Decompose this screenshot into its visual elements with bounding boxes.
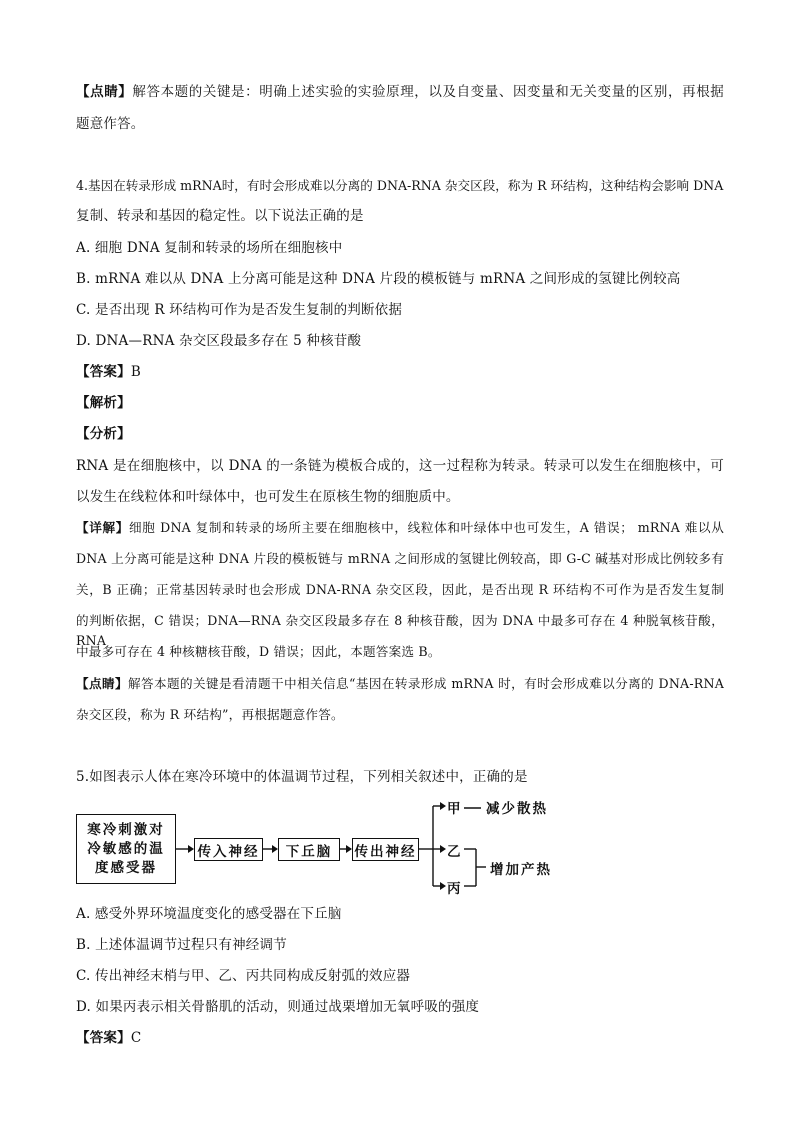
- q4-stem-line2: 复制、转录和基因的稳定性。以下说法正确的是: [76, 208, 364, 224]
- label-jia: 甲: [447, 801, 463, 817]
- arrow-head-jia: [440, 802, 446, 810]
- tip-tag: 【点睛】: [76, 676, 129, 691]
- q4-detail-line5: 中最多可存在 4 种核糖核苷酸，D 错误；因此，本题答案选 B。: [76, 644, 441, 659]
- q5-option-c: C. 传出神经末梢与甲、乙、丙共同构成反射弧的效应器: [76, 968, 411, 984]
- q4-tip-line1: [76, 674, 724, 694]
- arrow-head-yi: [440, 845, 446, 853]
- hypothalamus-box: 下丘脑: [278, 838, 340, 861]
- prev-tip-line1: [76, 82, 724, 102]
- afferent-nerve-box: 传入神经: [194, 838, 263, 861]
- q4-detail-line3: 关，B 正确；正常基因转录时也会形成 DNA-RNA 杂交区段，因此，是否出现 R 环结构不可作为是否发生复制: [76, 582, 724, 597]
- q4-detail-line2: DNA 上分离可能是这种 DNA 片段的模板链与 mRNA 之间形成的氢键比例较高，即 G-C 碱基对形成比例较多有: [76, 551, 724, 566]
- q4-detail-line1: [76, 518, 724, 538]
- q5-option-d: D. 如果丙表示相关骨骼肌的活动，则通过战栗增加无氧呼吸的强度: [76, 999, 480, 1015]
- tip-text: 解答本题的关键是看清题干中相关信息“基因在转录形成 mRNA 时，有时会形成难以分离的 DNA-RNA: [128, 676, 724, 691]
- q5-option-a: A. 感受外界环境温度变化的感受器在下丘脑: [76, 906, 342, 922]
- q4-tip-line2: 杂交区段，称为 R 环结构”，再根据题意作答。: [76, 707, 344, 722]
- efferent-nerve-box: 传出神经: [352, 838, 419, 861]
- stimulus-box: [76, 814, 176, 884]
- answer-value: B: [130, 364, 141, 380]
- tip-text: 解答本题的关键是：明确上述实验的实验原理，以及自变量、因变量和无关变量的区别，再根据: [132, 84, 724, 100]
- q4-detail-line4: 的判断依据，C 错误；DNA—RNA 杂交区段最多存在 8 种核苷酸，因为 DNA 中最多可存在 4 种脱氧核苷酸，RNA: [76, 613, 724, 648]
- q4-option-a: A. 细胞 DNA 复制和转录的场所在细胞核中: [76, 240, 343, 256]
- arrow-head-bing: [440, 882, 446, 890]
- q5-answer: [76, 1028, 141, 1048]
- answer-value: C: [130, 1030, 142, 1046]
- stimulus-line3: 度感受器: [95, 859, 157, 876]
- q4-option-b: B. mRNA 难以从 DNA 上分离可能是这种 DNA 片段的模板链与 mRNA 之间形成的氢键比例较高: [76, 271, 681, 287]
- q5-option-b: B. 上述体温调节过程只有神经调节: [76, 937, 287, 953]
- stimulus-line1: 寒冷刺激对: [87, 821, 165, 838]
- q4-fenxi-tag: 【分析】: [76, 426, 131, 442]
- stimulus-line2: 冷敏感的温: [87, 840, 165, 857]
- answer-tag: 【答案】: [76, 364, 131, 380]
- q4-analysis-tag: 【解析】: [76, 395, 131, 411]
- answer-tag: 【答案】: [76, 1030, 131, 1046]
- q4-option-c: C. 是否出现 R 环结构可作为是否发生复制的判断依据: [76, 302, 403, 318]
- prev-tip-line2: 题意作答。: [76, 116, 145, 132]
- q4-fenxi-line1: RNA 是在细胞核中，以 DNA 的一条链为模板合成的，这一过程称为转录。转录可以发生在细胞核中，可: [76, 458, 724, 474]
- label-bing: 丙: [447, 881, 463, 897]
- detail-text: 细胞 DNA 复制和转录的场所主要在细胞核中，线粒体和叶绿体中也可发生，A 错误； mRNA 难以从: [129, 520, 724, 535]
- q4-option-d: D. DNA—RNA 杂交区段最多存在 5 种核苷酸: [76, 333, 362, 349]
- q4-stem-line1: 4.基因在转录形成 mRNA时，有时会形成难以分离的 DNA-RNA 杂交区段，称为 R 环结构，这种结构会影响 DNA: [76, 178, 724, 193]
- q4-answer: [76, 362, 141, 382]
- detail-tag: 【详解】: [76, 520, 129, 535]
- label-increase-heat: 增加产热: [490, 862, 552, 878]
- label-reduce-heat-loss: 减少散热: [486, 801, 548, 817]
- tip-tag: 【点睛】: [76, 84, 133, 100]
- q4-fenxi-line2: 以发生在线粒体和叶绿体中，也可发生在原核生物的细胞质中。: [76, 489, 460, 505]
- q5-stem: 5.如图表示人体在寒冷环境中的体温调节过程，下列相关叙述中，正确的是: [76, 769, 528, 785]
- label-yi: 乙: [447, 844, 463, 860]
